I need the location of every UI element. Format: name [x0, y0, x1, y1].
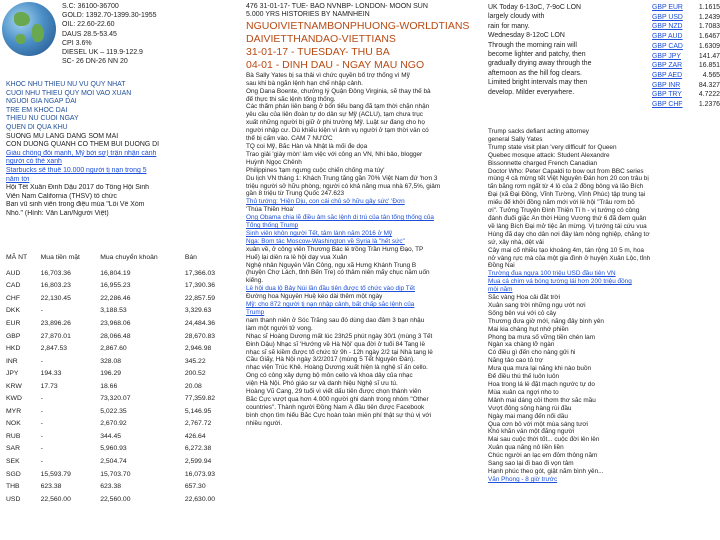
table-cell: 194.33 — [40, 370, 62, 378]
headline-line: NGUOI GIA NGAP DAI — [6, 98, 77, 106]
currency-pair-link[interactable]: GBP CHF — [652, 101, 683, 109]
article-line: Chúc người an lạc em đỏm thông năm — [488, 452, 598, 460]
article-line: Hoàng Vũ Cang, 29 tuổi vì viết dấu tiên được chọn thành viên — [246, 388, 422, 396]
article-link[interactable]: Trump — [246, 309, 265, 316]
article-line: bình chọn tìm hiểu Bắc Cực hoàn toàn miễn phí thật sự thú vị với — [246, 411, 432, 419]
table-cell: 27,870.01 — [40, 332, 71, 340]
table-row — [4, 305, 230, 318]
article-line: Huỳnh Ngọc Chênh — [246, 158, 302, 166]
table-cell: 77,359.82 — [184, 395, 216, 403]
table-cell: 16,703.36 — [40, 269, 71, 277]
article-line: Hùng đã dạy cho dân nơi đây làm nông nghiệp, chăng tơ — [488, 230, 650, 238]
headline-line: TRE EM KHOC DAI — [6, 106, 68, 114]
table-cell: USD — [6, 495, 21, 503]
globe-icon — [2, 2, 56, 56]
article-line: thể bị cấm vào. CAM 7 NƯỚC — [246, 135, 333, 143]
fx-value: 1.6467 — [698, 33, 720, 41]
market-line: CPI 3.6% — [62, 39, 92, 47]
weather-line: Through the morning rain will — [488, 41, 577, 49]
article-line: Mai kia chàng hụt nhớ phiền — [488, 325, 569, 333]
table-row — [4, 317, 230, 330]
table-cell: 3,188.53 — [100, 307, 127, 315]
headline-line: SUONG MU LANG DANG SOM MAI — [6, 132, 119, 140]
headline-line: CUOI NHU THIEU QUY MOI VAO XUAN — [6, 89, 132, 97]
article-line: Hoa trong lá lễ đặt mạch ngước tự do — [488, 381, 595, 388]
article-line: Bà Sally Yates bị sa thải vì chức quyền bổ trợ thống vì Mỹ — [246, 71, 410, 79]
table-cell: 2,946.98 — [184, 345, 212, 353]
fx-value: 16.851 — [698, 62, 720, 70]
column-header: Bán — [184, 253, 197, 261]
table-cell: INR — [6, 357, 18, 365]
currency-pair-link[interactable]: GBP AUD — [652, 33, 683, 41]
weather-report — [488, 3, 628, 97]
news-article — [246, 3, 482, 428]
market-line: SC- 26 DN-26 NN 20 — [62, 58, 128, 66]
currency-pair-link[interactable]: GBP ZAR — [652, 62, 683, 70]
table-row — [4, 292, 230, 305]
table-cell: 200.52 — [184, 370, 206, 378]
table-cell: 5,960.93 — [100, 445, 127, 453]
table-cell: 2,670.92 — [100, 420, 127, 428]
table-row — [4, 392, 230, 405]
fx-value: 141.47 — [698, 52, 720, 60]
fx-value: 1.1615 — [698, 4, 720, 11]
weather-line: develop. Milder everywhere. — [488, 88, 575, 96]
table-row — [4, 405, 230, 418]
weather-line: gradually drying away through the — [488, 60, 592, 68]
currency-pair-link[interactable]: GBP CAD — [652, 42, 683, 50]
table-cell: 657.30 — [184, 483, 206, 491]
table-row — [4, 355, 230, 368]
table-cell: JPY — [6, 370, 19, 378]
article-line: Trump state visit plan 'very difficult' for Queen — [488, 143, 617, 151]
fx-value: 1.7083 — [698, 23, 720, 31]
exchange-rate-table — [4, 247, 230, 505]
article-line: nam thanh niên ở Sóc Trăng sau đó dùng dao đâm 3 bạn nhậu — [246, 316, 425, 324]
table-cell: NOK — [6, 420, 21, 428]
table-row — [4, 342, 230, 355]
weather-line: afternoon as the hill fog clears. — [488, 69, 582, 77]
market-line: S.C: 36100-36700 — [62, 3, 119, 10]
table-cell: SAR — [6, 445, 20, 453]
table-cell: 17.73 — [40, 382, 58, 390]
fx-row — [652, 100, 720, 110]
headline-line: Viên Nam California (THSV) tổ chức — [6, 192, 117, 200]
table-cell: 22,857.59 — [184, 294, 216, 302]
article-link[interactable]: Ông Obama chia lẽ điều ảm sắc lệnh di trú của tân tổng thống của — [246, 214, 434, 222]
article-line: về làng Bích Đại mở tiệc ăn mừng. Vị tướng tái cứu vua — [488, 222, 647, 230]
table-cell: 623.38 — [100, 483, 122, 491]
currency-pair-link[interactable]: GBP USD — [652, 13, 683, 21]
date-title: 31-01-17 - TUESDAY- THU BA — [246, 45, 390, 58]
article-line: Đường hoa Nguyễn Huệ kéo dài thêm một ngày — [246, 293, 383, 301]
table-cell: 426.64 — [184, 432, 206, 440]
fx-row — [652, 42, 720, 52]
currency-pair-link[interactable]: GBP NZD — [652, 23, 683, 31]
weather-line: UK Today 6-13oC, 7-9oC LON — [488, 4, 581, 11]
article-line: mùng 4 cả mừng tết Việt Nguyên Đán hơn 20 con trâu bị — [488, 175, 649, 183]
article-line: triệu người sở hữu phòng, người có khả năng mua nhà 67,5%, giảm — [246, 182, 441, 190]
table-cell: 15,593.79 — [40, 470, 71, 478]
article-link[interactable]: Lễ hội dua lộ Bảy Núi lần đầu tiên được tổ chức vào dịp Tết — [246, 285, 415, 293]
article-line: (huyện Chợ Lách, tỉnh Bến Tre) có thâm niên mấy chục năm uốn — [246, 269, 430, 277]
headline-line: KHOC NHU THIEU NU VU QUY NHAT — [6, 81, 126, 88]
article-line: nhạc viện Trúc Khê. Hoàng Dương xuất hiện là nghệ sĩ ấn cello. — [246, 364, 428, 372]
article-line: Sống bên vui với cỏ cây — [488, 309, 557, 317]
article-line: Hạnh phúc theo gót, giật năm bình yên... — [488, 467, 604, 475]
table-cell: 3,329.63 — [184, 307, 212, 315]
table-cell: - — [40, 357, 43, 365]
currency-pair-link[interactable]: GBP INR — [652, 81, 681, 89]
fx-value: 84.327 — [698, 81, 720, 89]
article-line: TQ coi Mỹ, Bắc Hàn và Nhật là mối đe dọa — [246, 142, 368, 150]
currency-pair-link[interactable]: GBP EUR — [652, 4, 683, 11]
article-line: Các thẩm phán liên bang ở bốn tiểu bang đã tạm thời chặn nhận — [246, 103, 430, 111]
table-cell: 16,073.93 — [184, 470, 216, 478]
market-line: OIL: 22.60-22.60 — [62, 21, 115, 29]
column-header: MÃ NT — [6, 253, 28, 261]
article-link[interactable]: Thủ tướng: 'Hiện Dịu, con cái chủ sở hữu gây sức' 'Đơn — [246, 198, 405, 206]
table-cell: 23,968.06 — [100, 319, 131, 327]
article-line: Mùa xuân ca ngợi nho to — [488, 388, 559, 396]
site-title-2: DAIVIETTHANDAO-VIETTIANS — [246, 32, 396, 45]
table-row — [4, 443, 230, 456]
table-cell: - — [40, 457, 43, 465]
article-line: sứ, xây nhà, dệt vải — [488, 238, 544, 246]
weather-line: rain for many. — [488, 22, 530, 30]
headline-link[interactable]: năm tới — [6, 175, 30, 183]
fx-row — [652, 52, 720, 62]
left-column — [0, 0, 240, 540]
article-line: đánh đuổi giặc Ân thời Hùng Vương thứ 6 đã đem quân — [488, 214, 647, 222]
table-cell: KWD — [6, 395, 22, 403]
article-line: nở vàng rực mà của một gia đình ở huyện Xuân Lộc, tỉnh — [488, 254, 651, 262]
headline-line: QUEN DI QUA KHU — [6, 123, 68, 131]
article-line: Nhạc sĩ Hoàng Dương mất lúc 23h25 phút ngày 30/1 (mùng 3 Tết — [246, 332, 433, 340]
article-line: Ông có công xây dựng bộ môn cello và khoa dây của nhạc — [246, 372, 413, 380]
article-link[interactable]: Tổng thống Trump — [246, 222, 299, 230]
table-row — [4, 330, 230, 343]
article-line: Đồng Nai — [488, 262, 515, 270]
article-link[interactable]: Mỹ: cho 872 người tị nạn nhập cảnh, bất chấp sắc lệnh của — [246, 301, 415, 309]
market-line: GOLD: 1392.70-1399.30-1955 — [62, 12, 157, 20]
article-line: Ngày mai mang đến nổi dầu — [488, 412, 568, 420]
article-line: để thực thi sắc lệnh tổng thống. — [246, 95, 336, 103]
headline-line: Hội Tết Xuân Đinh Dậu 2017 do Tổng Hội Sinh — [6, 184, 150, 192]
table-cell: AUD — [6, 269, 21, 277]
table-cell: 22,130.45 — [40, 294, 71, 302]
table-cell: 2,767.72 — [184, 420, 212, 428]
table-row — [4, 367, 230, 380]
headline-link[interactable]: người có thẻ xanh — [6, 158, 62, 166]
table-header-row — [4, 247, 230, 267]
table-cell: 23,896.26 — [40, 319, 71, 327]
article-line: Mai sau cuộc thời tốt... cuộc đời lên lên — [488, 436, 600, 444]
currency-pair-link[interactable]: GBP TRY — [652, 91, 682, 99]
market-line: DIESEL UK – 119.9-122.9 — [62, 49, 143, 57]
table-cell: 24,484.36 — [184, 319, 216, 327]
table-row — [4, 418, 230, 431]
fx-row — [652, 61, 720, 71]
article-line: làm một người tử vong. — [246, 324, 313, 332]
table-cell: 17,390.36 — [184, 282, 216, 290]
table-cell: - — [40, 420, 43, 428]
table-cell: 2,867.60 — [100, 345, 127, 353]
headline-line: Nhỏ." (Hình: Văn Lan/Người Việt) — [6, 209, 109, 217]
fx-row — [652, 13, 720, 23]
market-line: DAUS 28.5-53.45 — [62, 30, 117, 38]
article-line: 'Thúa Thiền Hoa' — [246, 206, 295, 214]
table-cell: RUB — [6, 432, 21, 440]
table-cell: 2,599.94 — [184, 457, 212, 465]
article-line: nhiều người. — [246, 419, 283, 427]
article-line: Đinh Dậu) Nhạc sĩ 'Hướng về Hà Nội' qua đời ở tuổi 84 Tang lễ — [246, 340, 426, 348]
table-cell: 17,366.03 — [184, 269, 216, 277]
table-cell: 20.08 — [184, 382, 202, 390]
table-cell: THB — [6, 483, 20, 491]
table-cell: 22,560.00 — [40, 495, 71, 503]
column-header: Mua tiền mặt — [40, 253, 80, 261]
article-line: Quebec mosque attack: Student Alexandre — [488, 151, 610, 159]
weather-line: become lighter and patchy, then — [488, 51, 586, 59]
article-link[interactable]: mỗi năm — [488, 286, 513, 294]
middle-column — [244, 0, 482, 540]
headline-line: THIEU NU CUOI NGAY — [6, 115, 79, 123]
table-cell: 16,955.23 — [100, 282, 131, 290]
article-line: Nắng tảo cao tỏ trợ — [488, 357, 543, 365]
article-link[interactable]: Văn Phong - 8 giờ trước — [488, 475, 558, 483]
article-line: xuất những người bị giữ ở phi trường Mỹ. Luật sư đang cho họ — [246, 119, 425, 127]
article-link[interactable]: Trường đua ngựa 100 triệu USD đầu tiên VN — [488, 270, 616, 278]
right-article-body — [488, 128, 720, 484]
article-link[interactable]: Sinh viên khôn người Tết, tâm lành năm 2016 ở Mỹ — [246, 229, 393, 237]
table-cell: 2,504.74 — [100, 457, 127, 465]
fx-value: 1.2439 — [698, 13, 720, 21]
site-title-1: NGUOIVIETNAMBONPHUONG-WORLDTIANS — [246, 19, 470, 32]
fx-row — [652, 3, 720, 13]
issue-line: 476 31-01-17- TUE- BAO NVNBP- LONDON- MOON SUN — [246, 3, 428, 10]
article-line: Thương đưa giờ mới, năng đây bình yên — [488, 317, 604, 325]
article-body — [246, 72, 482, 428]
article-line: viện Hà Nội. Phó giáo sư và danh hiệu Nghệ sĩ ưu tú. — [246, 380, 398, 388]
fx-row — [652, 71, 720, 81]
article-line: Ngàn xa chàng lỡ ngàn — [488, 341, 555, 349]
article-line: Cầu Giấy, Hà Nội ngày 3/2/2017 (mùng 5 Tết Nguyên Đán). — [246, 356, 415, 364]
table-row — [4, 380, 230, 393]
table-cell: 5,146.95 — [184, 407, 212, 415]
table-cell: - — [40, 395, 43, 403]
table-cell: 16,803.23 — [40, 282, 71, 290]
table-cell: 28,066.48 — [100, 332, 131, 340]
table-cell: SEK — [6, 457, 20, 465]
article-line: Qua cơn bỏ với một mùa sáng tươi — [488, 420, 588, 428]
article-line: Huế) lại diễn ra lễ hội dạy vua Xuân — [246, 253, 348, 261]
table-cell: 344.45 — [100, 432, 122, 440]
table-cell: 22,560.00 — [100, 495, 131, 503]
article-line: Cây mai cổ nhiều tạo khoảng 4m, tán rộng 10 5 m, hoa — [488, 246, 644, 254]
table-cell: SGD — [6, 470, 21, 478]
article-line: yêu cầu của liên đoàn tự do dân sự Mỹ (ACLU), tạm chưa trục — [246, 111, 423, 119]
article-line: miếu để khởi đồng năm mới với lễ hội "Trâu rơm bỏ — [488, 199, 635, 207]
market-prices — [62, 2, 158, 66]
table-cell: - — [40, 445, 43, 453]
article-line: sau khi bà ngăn lệnh hạn chế nhập cảnh. — [246, 79, 363, 87]
fx-row — [652, 90, 720, 100]
table-cell: CAD — [6, 282, 21, 290]
table-cell: 328.08 — [100, 357, 122, 365]
history-line: 5.000 YRS HISTORIES BY NAMNHEIN — [246, 11, 370, 19]
article-line: kiểng. — [246, 277, 264, 285]
article-line: Đại (xã Đại Đồng, Vĩnh Tường, Vĩnh Phúc) tập trung tại — [488, 191, 646, 199]
article-line: Trao giải 'giày mòn' làm việc với công an VN, Nhi bảo, blogger — [246, 150, 423, 158]
lunar-date-title: 04-01 - DINH DAU - NGAY MAU NGO — [246, 58, 425, 71]
table-cell: 196.29 — [100, 370, 122, 378]
headline-list — [6, 81, 234, 219]
headline-link[interactable]: Starbucks sẽ thuê 10.000 người tị nạn trong 5 — [6, 166, 147, 174]
fx-value: 1.6309 — [698, 42, 720, 50]
article-line: Mưa qua mưa lại nắng khi nào buồn — [488, 365, 592, 373]
table-cell: 73,320.07 — [100, 395, 131, 403]
weather-line: largely cloudy with — [488, 13, 545, 21]
table-cell: - — [40, 432, 43, 440]
article-line: general Sally Yates — [488, 135, 543, 143]
weather-line: Limited bright intervals may then — [488, 79, 588, 87]
table-cell: 6,272.38 — [184, 445, 212, 453]
table-cell: CHF — [6, 294, 20, 302]
article-line: Vượt đông sông hàng rùi đầu — [488, 404, 572, 412]
article-line: Doctor Who: Peter Capaldi to bow out from BBC series — [488, 167, 644, 175]
article-line: Xuân qua nắng nô liền liền — [488, 444, 564, 452]
headline-link[interactable]: Giàu chồng đổi mạnh, Mỹ bởi sợ) trận nhận cánh — [6, 149, 157, 157]
fx-row — [652, 81, 720, 91]
table-cell: 28,670.83 — [184, 332, 216, 340]
currency-pair-link[interactable]: GBP AED — [652, 71, 683, 79]
table-row — [4, 267, 230, 280]
table-cell: 18.66 — [100, 382, 118, 390]
currency-pair-link[interactable]: GBP JPY — [652, 52, 681, 60]
fx-row — [652, 32, 720, 42]
table-cell: 16,804.19 — [100, 269, 131, 277]
article-line: nhạc sĩ sẽ kiềm được tổ chức từ 9h - 12h ngày 2/2 tại Nhà tang lễ — [246, 348, 433, 356]
table-cell: 345.22 — [184, 357, 206, 365]
article-line: Xuân sang trời những ngụ ướt nơi — [488, 301, 586, 309]
fx-value: 4.7222 — [698, 91, 720, 99]
table-cell: 22,630.00 — [184, 495, 216, 503]
article-line: Mảnh mai dáng cỗi thơm thơ sắc mầu — [488, 396, 596, 404]
article-link[interactable]: Mua cá chim vá bóng tường lái hơn 200 triệu đồng — [488, 278, 632, 286]
table-cell: MYR — [6, 407, 22, 415]
article-line: Khó khăn vẫn một đằng người — [488, 428, 575, 436]
table-cell: 22,286.46 — [100, 294, 131, 302]
right-column — [488, 0, 720, 540]
table-row — [4, 468, 230, 481]
table-cell: 5,022.35 — [100, 407, 127, 415]
table-cell: 623.38 — [40, 483, 62, 491]
article-line: Bắc Cực vượt qua hơn 4.000 người ghi danh trong nhóm "Other — [246, 395, 429, 403]
article-line: gần 8 triệu từ Trung Quốc 247.623 — [246, 190, 345, 198]
table-cell: HKD — [6, 345, 21, 353]
table-cell: GBP — [6, 332, 21, 340]
article-line: Để điều thú thế luôn luôn — [488, 373, 560, 381]
article-line: Phong ba mưa số vững tiền chén lam — [488, 333, 595, 341]
table-row — [4, 493, 230, 506]
table-row — [4, 480, 230, 493]
article-line: Có điều gì đến cho nàng gửi hi — [488, 349, 576, 357]
article-line: tấn băng rơm ngất từ 4 lỗ của 2 đồng bông và lão Bích — [488, 183, 644, 191]
table-cell: 2,847.53 — [40, 345, 68, 353]
article-line: Sang sao lại đi bao đi vọn tâm — [488, 460, 574, 468]
article-line: Trump sacks defiant acting attorney — [488, 128, 589, 135]
fx-value: 4.565 — [702, 71, 720, 79]
table-cell: 15,703.70 — [100, 470, 131, 478]
table-row — [4, 430, 230, 443]
article-line: Philippines 'tạm ngưng cuộc chiến chống ma túy' — [246, 166, 385, 174]
column-header: Mua chuyển khoản — [100, 253, 158, 261]
fx-row — [652, 22, 720, 32]
headline-line: CON DUONG QUANH CO THEM BUI DUONG DI — [6, 141, 160, 149]
headline-line: Ban vũ sinh viên trong điệu múa "Lối Về Xóm — [6, 201, 145, 209]
article-line: xuân về, ở công viên Thương Bác lễ trồng Trần Hưng Đạo, TP — [246, 245, 424, 253]
table-row — [4, 280, 230, 293]
article-link[interactable]: Nga: Bom tác Moscow-Washington về Syria là "hết sức" — [246, 237, 405, 245]
table-cell: EUR — [6, 319, 21, 327]
article-line: Bissonnette charged French Canadian — [488, 159, 598, 167]
article-line: người nhập cư. Dù khiếu kiện vì ảnh vụ người ở tạm thời vẫn có — [246, 127, 429, 135]
article-line: Nghệ nhân Nguyễn Văn Công, ngụ xã Hưng Khánh Trung B — [246, 261, 417, 269]
article-line: countries". Thành người Đồng Nam Á đầu tiên được Facebook — [246, 403, 425, 411]
article-line: ơi". Tưởng Truyện Đình Thiện Tí h - vị tướng có công — [488, 207, 640, 215]
table-cell: - — [40, 407, 43, 415]
weather-line: Wednesday 8-12oC LON — [488, 32, 565, 40]
article-line: Sắc vàng Hoa cải đắt trời — [488, 294, 561, 302]
table-cell: DKK — [6, 307, 20, 315]
fx-value: 1.2376 — [698, 101, 720, 109]
table-cell: - — [40, 307, 43, 315]
article-line: Du lịch VN tháng 1: Khách Trung tăng gần 70% Việt Nam đứ 'hơn 3 — [246, 174, 438, 182]
table-row — [4, 455, 230, 468]
article-line: Ông Dana Boente, chưởng lý Quận Đông Virginia, sẽ thay thế bà — [246, 87, 431, 95]
table-cell: KRW — [6, 382, 22, 390]
gbp-rates — [652, 3, 720, 110]
